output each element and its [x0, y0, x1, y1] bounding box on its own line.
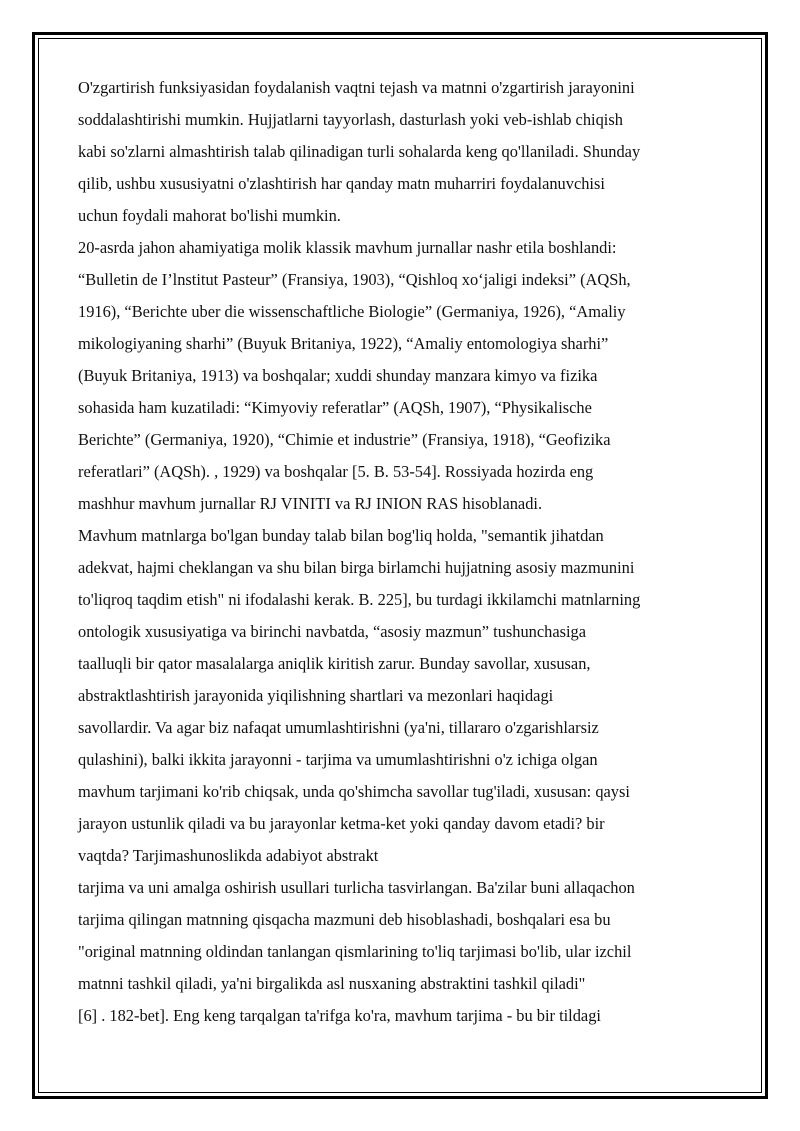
- text-line: Berichte” (Germaniya, 1920), “Chimie et industrie” (Fransiya, 1918), “Geofizika: [78, 430, 611, 449]
- text-line: soddalashtirishi mumkin. Hujjatlarni tayyorlash, dasturlash yoki veb-ishlab chiqish: [78, 110, 623, 129]
- text-line: qulashini), balki ikkita jarayonni - tarjima va umumlashtirishni o'z ichiga olgan: [78, 750, 598, 769]
- text-line: [6] . 182-bet]. Eng keng tarqalgan ta'rifga ko'ra, mavhum tarjima - bu bir tildagi: [78, 1006, 601, 1025]
- text-line: mikologiyaning sharhi” (Buyuk Britaniya, 1922), “Amaliy entomologiya sharhi”: [78, 334, 609, 353]
- text-line: savollardir. Va agar biz nafaqat umumlashtirishni (ya'ni, tillararo o'zgarishlarsiz: [78, 718, 599, 737]
- text-line: sohasida ham kuzatiladi: “Kimyoviy referatlar” (AQSh, 1907), “Physikalische: [78, 398, 592, 417]
- text-line: "original matnning oldindan tanlangan qismlarining to'liq tarjimasi bo'lib, ular izchil: [78, 942, 632, 961]
- text-line: abstraktlashtirish jarayonida yiqilishning shartlari va mezonlari haqidagi: [78, 686, 554, 705]
- text-line: mashhur mavhum jurnallar RJ VINITI va RJ INION RAS hisoblanadi.: [78, 494, 543, 513]
- text-line: qilib, ushbu xususiyatni o'zlashtirish har qanday matn muharriri foydalanuvchisi: [78, 174, 605, 193]
- text-line: O'zgartirish funksiyasidan foydalanish vaqtni tejash va matnni o'zgartirish jarayonini: [78, 78, 635, 97]
- text-line: referatlari” (AQSh). , 1929) va boshqalar [5. B. 53-54]. Rossiyada hozirda eng: [78, 462, 594, 481]
- text-line: tarjima qilingan matnning qisqacha mazmuni deb hisoblashadi, boshqalari esa bu: [78, 910, 611, 929]
- text-line: matnni tashkil qiladi, ya'ni birgalikda asl nusxaning abstraktini tashkil qiladi": [78, 974, 586, 993]
- text-line: mavhum tarjimani ko'rib chiqsak, unda qo'shimcha savollar tug'iladi, xususan: qaysi: [78, 782, 630, 801]
- text-line: “Bulletin de I’lnstitut Pasteur” (Fransiya, 1903), “Qishloq xo‘jaligi indeksi” (AQSh,: [78, 270, 631, 289]
- text-line: tarjima va uni amalga oshirish usullari turlicha tasvirlangan. Ba'zilar buni allaqachon: [78, 878, 635, 897]
- text-line: 20-asrda jahon ahamiyatiga molik klassik mavhum jurnallar nashr etila boshlandi:: [78, 238, 617, 257]
- text-line: ontologik xususiyatiga va birinchi navbatda, “asosiy mazmun” tushunchasiga: [78, 622, 586, 641]
- text-line: vaqtda? Tarjimashunoslikda adabiyot abstrakt: [78, 846, 379, 865]
- text-line: jarayon ustunlik qiladi va bu jarayonlar ketma-ket yoki qanday davom etadi? bir: [78, 814, 605, 833]
- text-line: Mavhum matnlarga bo'lgan bunday talab bilan bog'liq holda, "semantik jihatdan: [78, 526, 604, 545]
- text-line: (Buyuk Britaniya, 1913) va boshqalar; xuddi shunday manzara kimyo va fizika: [78, 366, 598, 385]
- document-body: [78, 72, 738, 1032]
- text-line: taalluqli bir qator masalalarga aniqlik kiritish zarur. Bunday savollar, xususan,: [78, 654, 591, 673]
- text-line: to'liqroq taqdim etish" ni ifodalashi kerak. B. 225], bu turdagi ikkilamchi matnlarning: [78, 590, 641, 609]
- text-line: kabi so'zlarni almashtirish talab qilinadigan turli sohalarda keng qo'llaniladi. Shunday: [78, 142, 641, 161]
- text-line: uchun foydali mahorat bo'lishi mumkin.: [78, 206, 341, 225]
- text-line: adekvat, hajmi cheklangan va shu bilan birga birlamchi hujjatning asosiy mazmunini: [78, 558, 635, 577]
- text-line: 1916), “Berichte uber die wissenschaftliche Biologie” (Germaniya, 1926), “Amaliy: [78, 302, 626, 321]
